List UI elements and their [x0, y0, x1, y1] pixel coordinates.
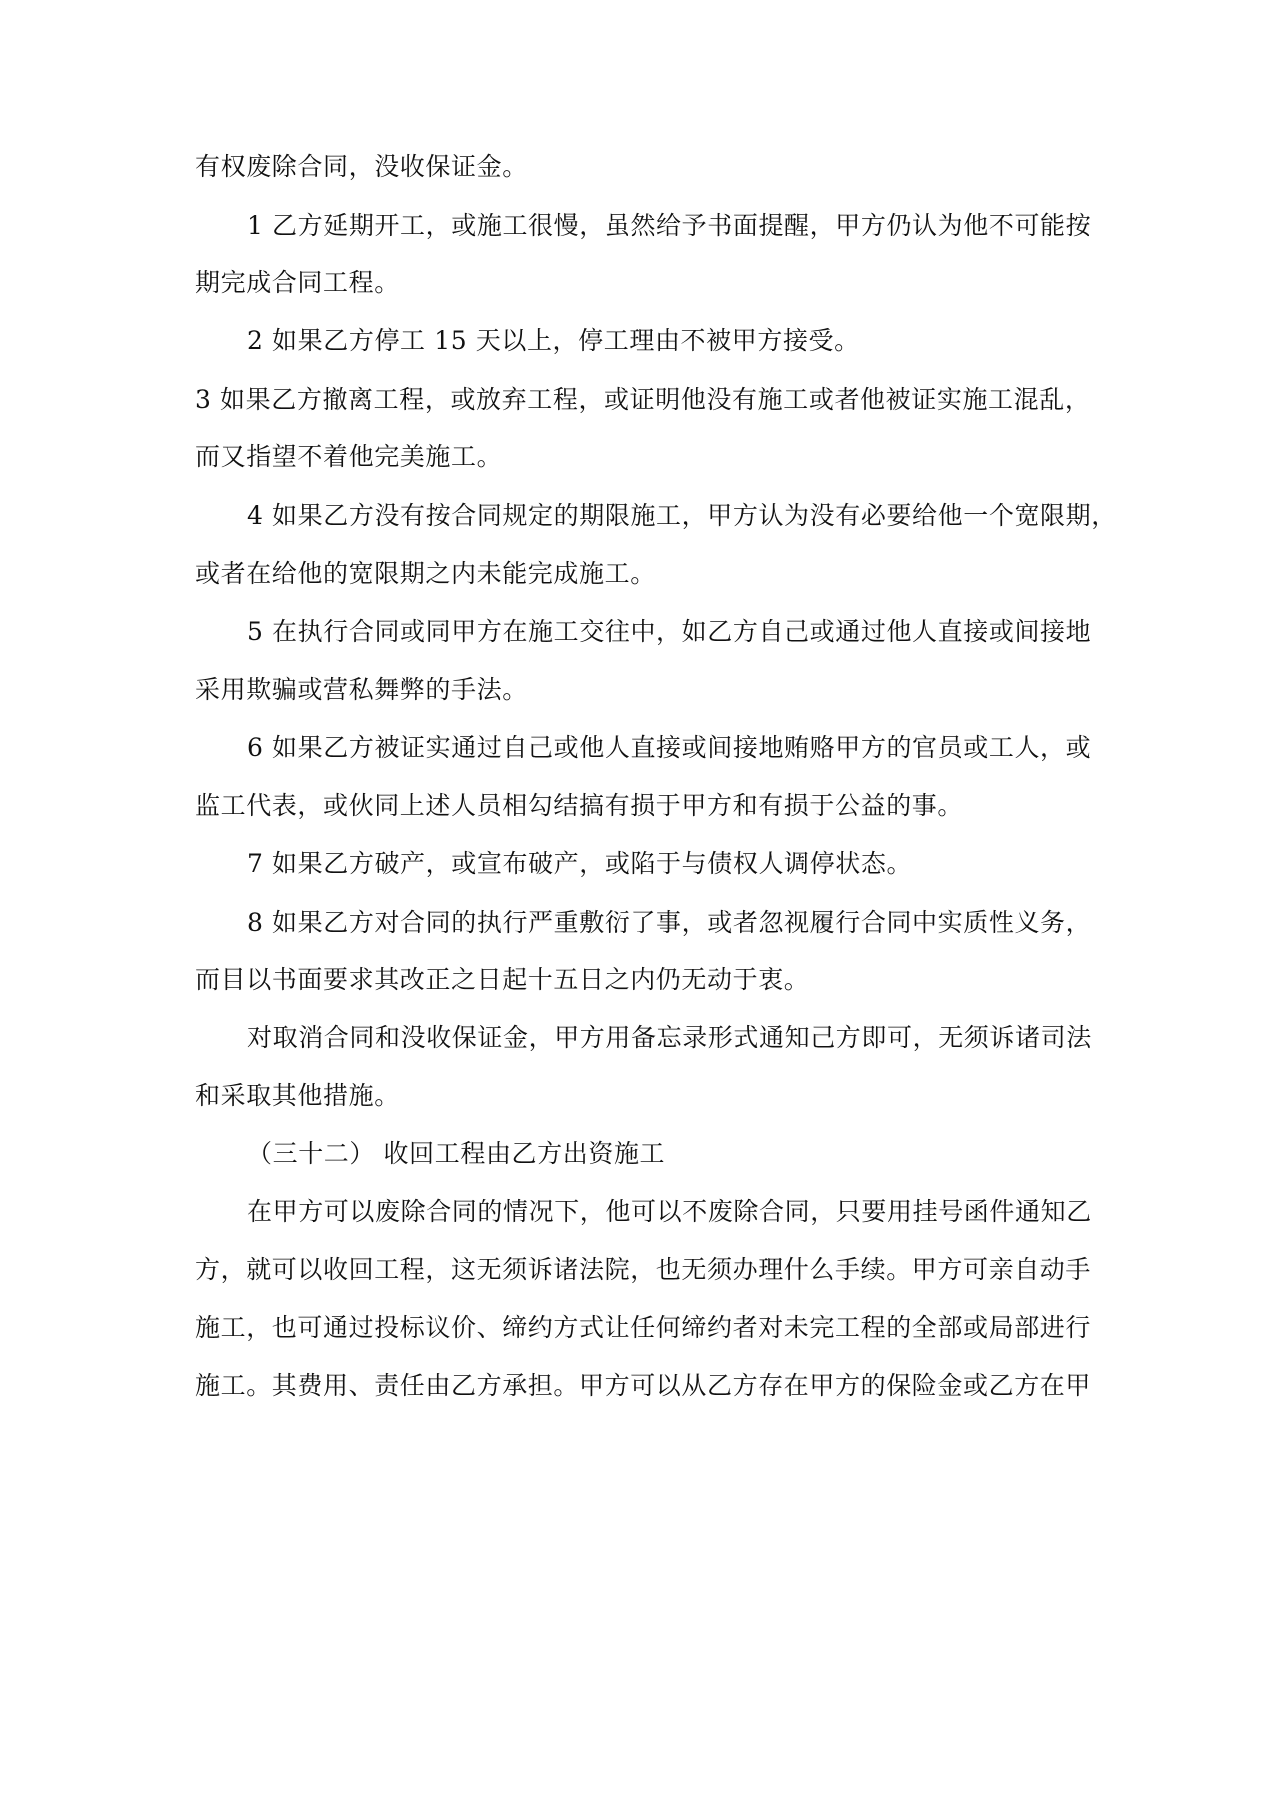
text-line: 或者在给他的宽限期之内未能完成施工。 — [195, 559, 656, 588]
text-line: 施工，也可通过投标议价、缔约方式让任何缔约者对未完工程的全部或局部进行 — [195, 1313, 1092, 1342]
text-line: 期完成合同工程。 — [195, 268, 400, 297]
text-line: 4 如果乙方没有按合同规定的期限施工，甲方认为没有必要给他一个宽限期， — [247, 501, 1117, 530]
text-line: 施工。其费用、责任由乙方承担。甲方可以从乙方存在甲方的保险金或乙方在甲 — [195, 1371, 1092, 1400]
text-line: 2 如果乙方停工 15 天以上，停工理由不被甲方接受。 — [247, 326, 860, 355]
text-line: 7 如果乙方破产，或宣布破产，或陷于与债权人调停状态。 — [247, 849, 913, 878]
text-line: 有权废除合同，没收保证金。 — [195, 152, 528, 181]
text-line: 采用欺骗或营私舞弊的手法。 — [195, 675, 528, 704]
text-line: 方，就可以收回工程，这无须诉诸法院，也无须办理什么手续。甲方可亲自动手 — [195, 1255, 1092, 1284]
text-line: 6 如果乙方被证实通过自己或他人直接或间接地贿赂甲方的官员或工人，或 — [247, 733, 1092, 762]
text-line: 对取消合同和没收保证金，甲方用备忘录形式通知己方即可，无须诉诸司法 — [247, 1023, 1092, 1052]
section-heading: （三十二） 收回工程由乙方出资施工 — [247, 1139, 666, 1168]
text-line: 3 如果乙方撤离工程，或放弃工程，或证明他没有施工或者他被证实施工混乱， — [195, 385, 1091, 414]
text-line: 8 如果乙方对合同的执行严重敷衍了事，或者忽视履行合同中实质性义务， — [247, 908, 1092, 937]
text-line: 1 乙方延期开工，或施工很慢，虽然给予书面提醒，甲方仍认为他不可能按 — [247, 211, 1092, 240]
text-line: 和采取其他措施。 — [195, 1081, 400, 1110]
text-line: 而又指望不着他完美施工。 — [195, 442, 503, 471]
text-line: 而目以书面要求其改正之日起十五日之内仍无动于衷。 — [195, 965, 810, 994]
text-line: 在甲方可以废除合同的情况下，他可以不废除合同，只要用挂号函件通知乙 — [247, 1197, 1092, 1226]
text-line: 5 在执行合同或同甲方在施工交往中，如乙方自己或通过他人直接或间接地 — [247, 617, 1092, 646]
text-line: 监工代表，或伙同上述人员相勾结搞有损于甲方和有损于公益的事。 — [195, 791, 964, 820]
